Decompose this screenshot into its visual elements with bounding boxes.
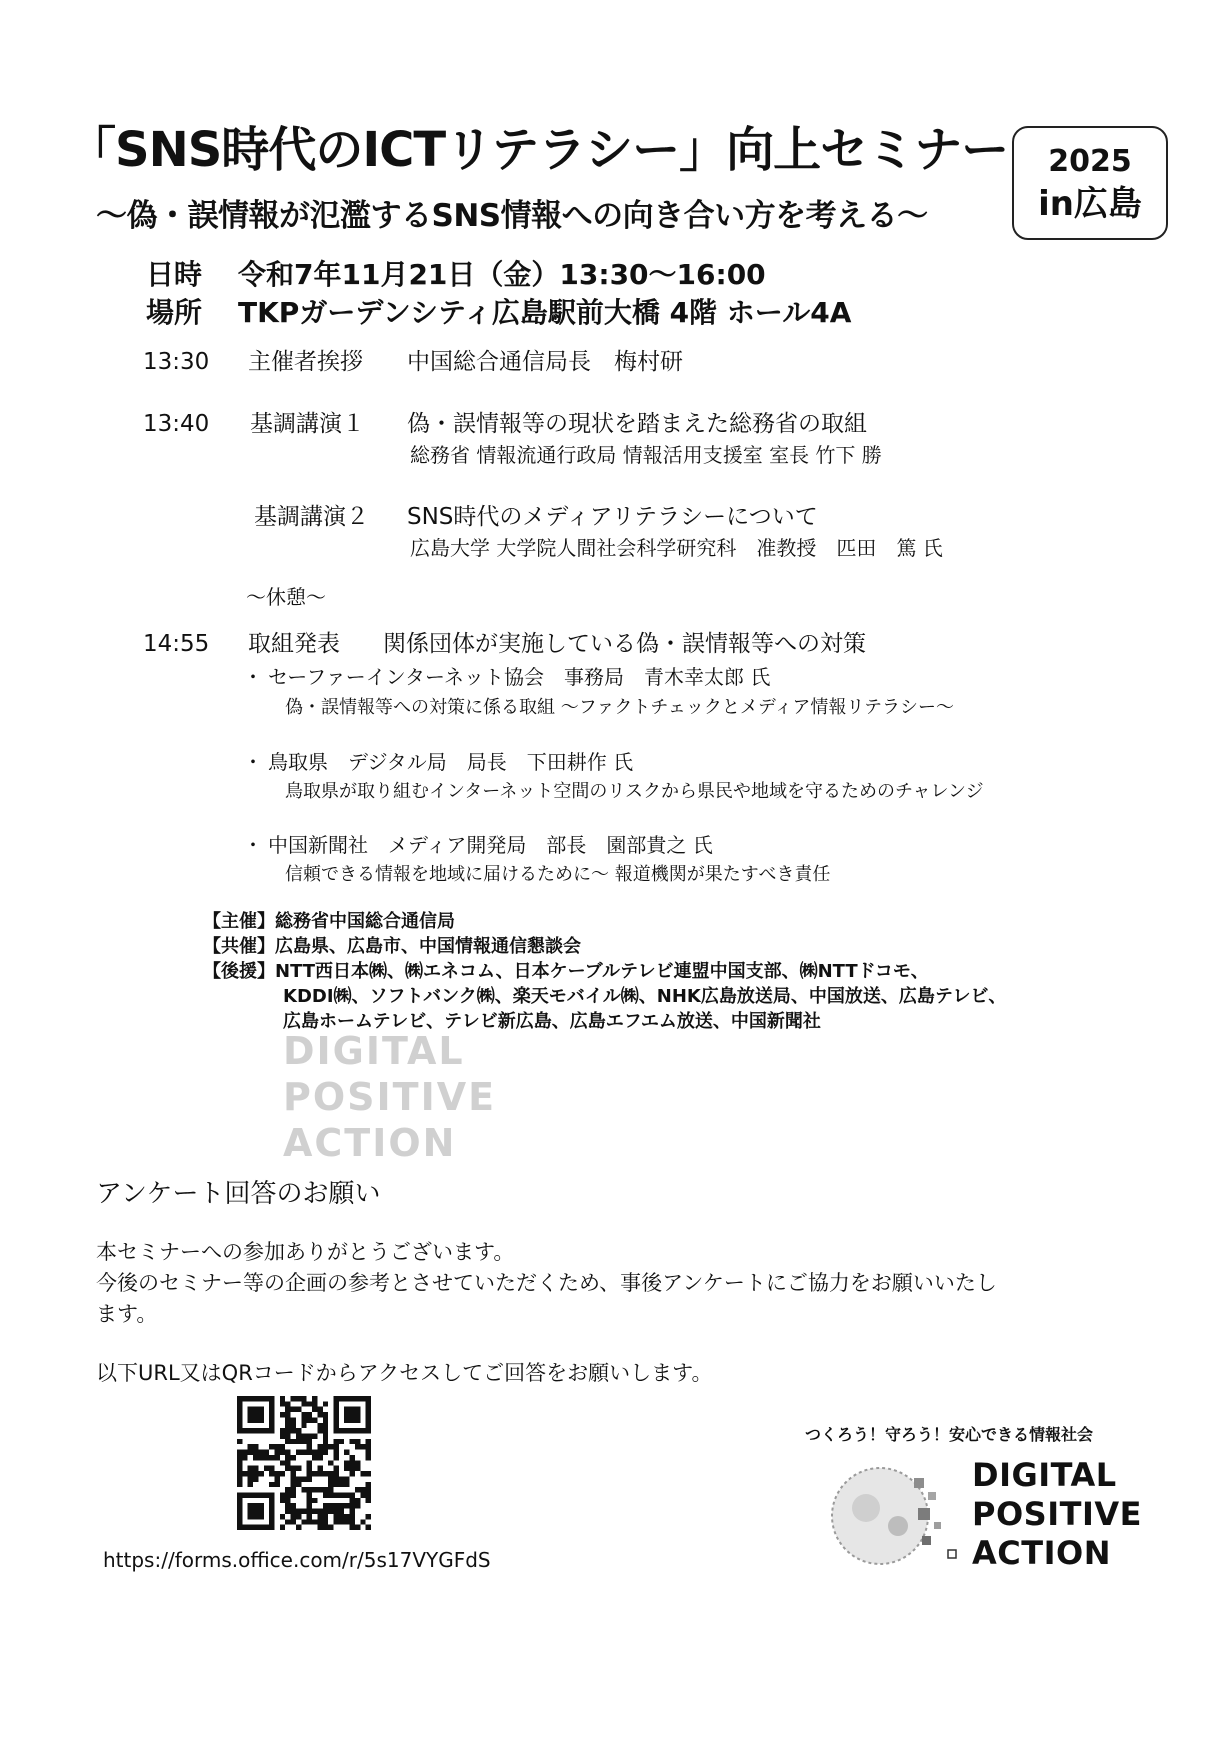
dpa-word-positive: POSITIVE <box>972 1495 1142 1533</box>
sponsor-support-line2: KDDI㈱、ソフトバンク㈱、楽天モバイル㈱、NHK広島放送局、中国放送、広島テレビ、 <box>283 986 1007 1007</box>
page-subtitle: 〜偽・誤情報が氾濫するSNS情報への向き合い方を考える〜 <box>96 198 928 234</box>
sponsor-support-line1: 【後援】NTT西日本㈱、㈱エネコム、日本ケーブルテレビ連盟中国支部、㈱NTTドコモ、 <box>203 961 929 982</box>
dpa-word-digital: DIGITAL <box>972 1456 1117 1494</box>
page-title: 「SNS時代のICTリテラシー」向上セミナー <box>68 122 1009 178</box>
badge-place: in広島 <box>1038 184 1142 224</box>
program-break: 〜休憩〜 <box>246 585 326 609</box>
presenter-theme: 偽・誤情報等への対策に係る取組 〜ファクトチェックとメディア情報リテラシー〜 <box>285 697 955 718</box>
date-value: 令和7年11月21日（金）13:30〜16:00 <box>238 258 766 291</box>
program-speaker-opening: 中国総合通信局長 梅村研 <box>407 349 683 375</box>
program-time-presentations: 14:55 <box>143 631 210 657</box>
program-label-presentations: 取組発表 <box>248 631 340 657</box>
program-topic-keynote2: SNS時代のメディアリテラシーについて <box>407 504 818 530</box>
ghost-logo-line: ACTION <box>283 1121 457 1165</box>
event-date <box>146 256 766 294</box>
list-item-bullet: ・ <box>243 833 263 857</box>
program-label-keynote1: 基調講演１ <box>250 411 365 437</box>
program-time-opening: 13:30 <box>143 349 210 375</box>
presenter-org: セーファーインターネット協会 事務局 青木幸太郎 氏 <box>268 665 771 689</box>
program-topic-keynote1: 偽・誤情報等の現状を踏まえた総務省の取組 <box>407 411 867 437</box>
sponsor-organizer: 【主催】総務省中国総合通信局 <box>203 911 455 932</box>
ghost-logo-line: DIGITAL <box>283 1029 465 1073</box>
presenter-theme: 信頼できる情報を地域に届けるために〜 報道機関が果たすべき責任 <box>285 864 831 885</box>
sponsor-co-organizer: 【共催】広島県、広島市、中国情報通信懇談会 <box>203 936 581 957</box>
program-label-keynote2: 基調講演２ <box>254 504 369 530</box>
dpa-logo-mark <box>818 1448 968 1578</box>
list-item-bullet: ・ <box>243 665 263 689</box>
survey-url-link[interactable]: https://forms.office.com/r/5s17VYGFdS <box>103 1548 491 1572</box>
date-label: 日時 <box>146 258 203 291</box>
presenter-theme: 鳥取県が取り組むインターネット空間のリスクから県民や地域を守るためのチャレンジ <box>285 781 984 802</box>
place-value: TKPガーデンシティ広島駅前大橋 4階 ホール4A <box>238 296 852 329</box>
presenter-org: 中国新聞社 メディア開発局 部長 園部貴之 氏 <box>268 833 713 857</box>
list-item-bullet: ・ <box>243 750 263 774</box>
survey-line-2: 今後のセミナー等の企画の参考とさせていただくため、事後アンケートにご協力をお願いいたし <box>96 1271 997 1295</box>
badge-year: 2025 <box>1048 144 1132 179</box>
year-location-badge <box>1012 126 1168 240</box>
qr-code[interactable] <box>237 1396 371 1530</box>
ghost-logo-watermark <box>283 1028 496 1166</box>
survey-line-1: 本セミナーへの参加ありがとうございます。 <box>96 1240 515 1264</box>
survey-line-4: 以下URL又はQRコードからアクセスしてご回答をお願いします。 <box>96 1361 713 1385</box>
sponsor-support-line3: 広島ホームテレビ、テレビ新広島、広島エフエム放送、中国新聞社 <box>283 1011 821 1032</box>
survey-heading: アンケート回答のお願い <box>96 1179 381 1209</box>
ghost-logo-line: POSITIVE <box>283 1075 497 1119</box>
dpa-tagline: つくろう！守ろう！安心できる情報社会 <box>805 1425 1094 1444</box>
program-time-keynote1: 13:40 <box>143 411 210 437</box>
program-label-opening: 主催者挨拶 <box>248 349 363 375</box>
presenter-org: 鳥取県 デジタル局 局長 下田耕作 氏 <box>268 750 634 774</box>
program-topic-presentations: 関係団体が実施している偽・誤情報等への対策 <box>383 631 866 657</box>
place-label: 場所 <box>146 296 203 329</box>
event-place <box>146 294 851 332</box>
survey-line-3: ます。 <box>96 1302 158 1326</box>
dpa-word-action: ACTION <box>972 1534 1111 1572</box>
program-speaker-keynote2: 広島大学 大学院人間社会科学研究科 准教授 匹田 篤 氏 <box>410 536 943 560</box>
program-speaker-keynote1: 総務省 情報流通行政局 情報活用支援室 室長 竹下 勝 <box>410 443 882 467</box>
